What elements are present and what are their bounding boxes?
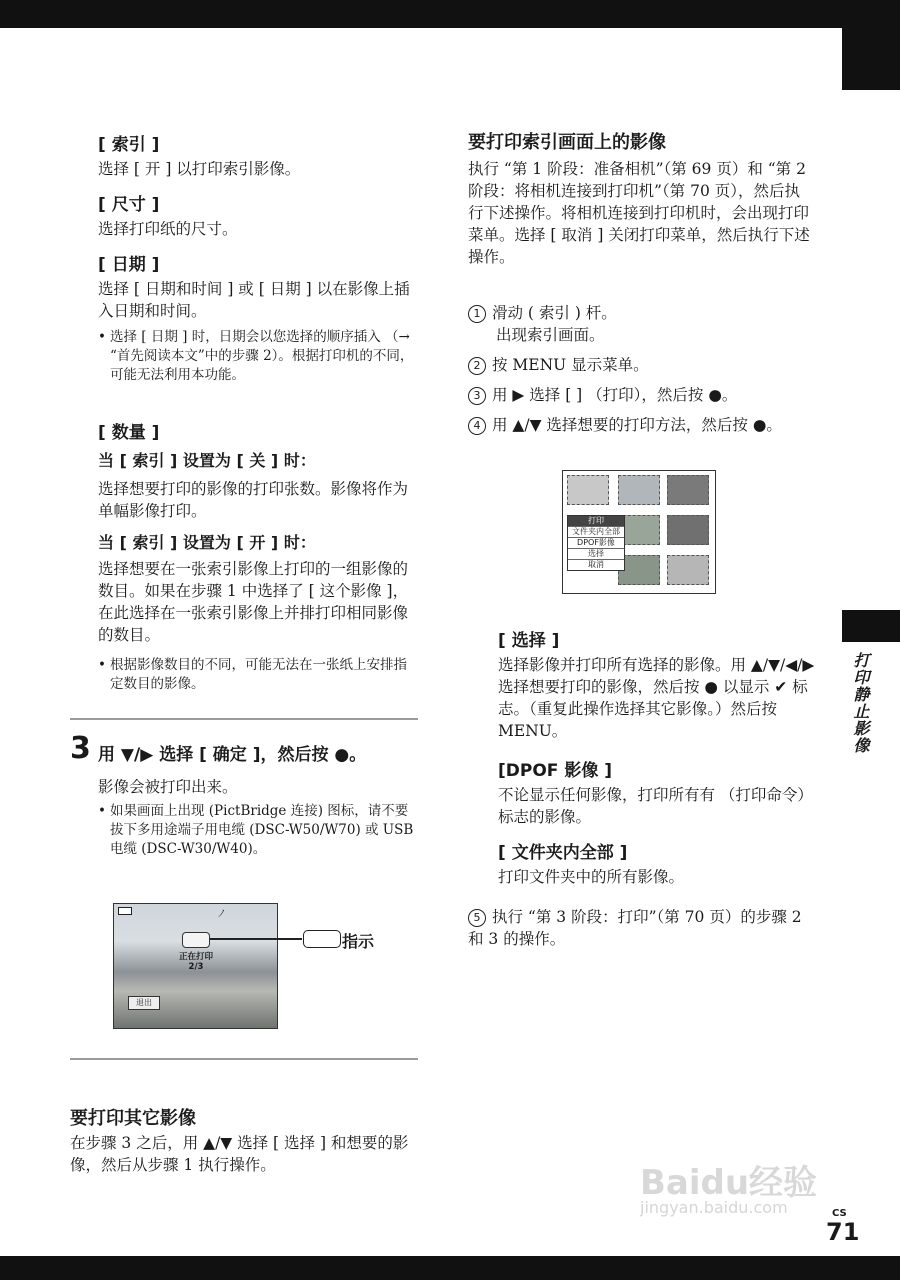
thumbnail	[667, 555, 709, 585]
step-5-number: 5	[468, 909, 486, 927]
screen-count-text: 2/3	[188, 962, 204, 972]
menu-item-dpof[interactable]: DPOF影像	[568, 537, 624, 548]
step-4-text: 用 ▲/▼ 选择想要的打印方法，然后按 ●。	[492, 416, 782, 434]
side-chapter-label: 打印静止影像	[851, 652, 870, 754]
index-text: 选择 [ 开 ] 以打印索引影像。	[98, 160, 301, 178]
step-1-sub: 出现索引画面。	[496, 326, 605, 344]
thumbnail	[667, 475, 709, 505]
step-1-text: 滑动 ( 索引 ) 杆。	[492, 304, 617, 322]
page-number: 71	[826, 1218, 860, 1246]
step-1	[468, 302, 813, 346]
step-3-note	[98, 802, 420, 859]
index-menu-illustration	[562, 470, 716, 594]
divider	[70, 718, 418, 720]
battery-icon	[118, 907, 132, 915]
stabilizer-icon: ﾉ	[218, 909, 223, 920]
step-3-right-number: 3	[468, 387, 486, 405]
step-3-title: 用 ▼/▶ 选择 [ 确定 ]，然后按 ●。	[98, 745, 367, 765]
bullet: •	[98, 657, 106, 673]
quantity-on-text: 选择想要在一张索引影像上打印的一组影像的数目。如果在步骤 1 中选择了 [ 这个影像 ]，在此选择在一张索引影像上并排打印相同影像的数目。	[98, 560, 409, 644]
step-3-text: 影像会被打印出来。	[98, 778, 238, 796]
pictbridge-icon	[182, 932, 210, 948]
screen-status-text: 正在打印	[178, 952, 213, 962]
step-3-right-text: 用 ▶ 选择 [ ] （打印），然后按 ●。	[492, 386, 738, 404]
date-note-text: 选择 [ 日期 ] 时，日期会以您选择的顺序插入 （→ “首先阅读本文”中的步骤 2）。根据打印机的不同，可能无法利用本功能。	[110, 329, 414, 383]
top-black-bar	[0, 0, 900, 28]
watermark-logo: Baidu经验	[640, 1163, 818, 1203]
folder-text: 打印文件夹中的所有影像。	[498, 868, 685, 886]
step-2-text: 按 MENU 显示菜单。	[492, 356, 649, 374]
bottom-black-bar	[0, 1256, 900, 1280]
camera-screen-illustration	[113, 903, 278, 1029]
folder-heading: [ 文件夹内全部 ]	[498, 843, 628, 863]
print-menu-title: 打印	[568, 516, 624, 526]
index-print-heading: 要打印索引画面上的影像	[468, 132, 666, 153]
thumbnail	[618, 475, 660, 505]
screen-exit-button: 退出	[128, 996, 160, 1010]
indicator-label: 指示	[342, 932, 375, 951]
step-3-note-text: 如果画面上出现 (PictBridge 连接) 图标，请不要拔下多用途端子用电缆 (DSC-W50/W70) 或 USB 电缆 (DSC-W30/W40)。	[110, 803, 414, 857]
quantity-on-heading: 当 [ 索引 ] 设置为 [ 开 ] 时：	[98, 533, 316, 552]
pictbridge-indicator-icon	[303, 930, 341, 948]
menu-item-cancel[interactable]: 取消	[568, 559, 624, 570]
watermark-url: jingyan.baidu.com	[640, 1198, 788, 1217]
other-images-text: 在步骤 3 之后，用 ▲/▼ 选择 [ 选择 ] 和想要的影像，然后从步骤 1 执行操作。	[70, 1134, 409, 1174]
quantity-note-text: 根据影像数目的不同，可能无法在一张纸上安排指定数目的影像。	[110, 657, 407, 692]
step-3-number: 3	[70, 731, 91, 766]
step-4-number: 4	[468, 417, 486, 435]
step-2-number: 2	[468, 357, 486, 375]
select-heading: [ 选择 ]	[498, 631, 560, 651]
step-2	[468, 354, 813, 376]
quantity-note	[98, 656, 420, 694]
divider	[70, 1058, 418, 1060]
select-text: 选择影像并打印所有选择的影像。用 ▲/▼/◀/▶ 选择想要打印的影像，然后按 ● 以显示 ✔ 标志。（重复此操作选择其它影像。）然后按 MENU。	[498, 656, 815, 740]
step-4	[468, 414, 813, 436]
size-heading: [ 尺寸 ]	[98, 195, 160, 215]
language-code: CS	[832, 1208, 847, 1219]
quantity-off-text: 选择想要打印的影像的打印张数。影像将作为单幅影像打印。	[98, 480, 409, 520]
step-5-text: 执行 “第 3 阶段：打印”（第 70 页）的步骤 2 和 3 的操作。	[468, 908, 802, 948]
step-5	[468, 906, 818, 950]
thumbnail	[567, 475, 609, 505]
menu-item-select[interactable]: 选择	[568, 548, 624, 559]
top-chapter-tab	[842, 28, 900, 90]
thumbnail	[667, 515, 709, 545]
quantity-heading: [ 数量 ]	[98, 423, 160, 443]
side-chapter-tab	[842, 610, 900, 642]
index-heading: [ 索引 ]	[98, 135, 160, 155]
bullet: •	[98, 803, 106, 819]
date-text: 选择 [ 日期和时间 ] 或 [ 日期 ] 以在影像上插入日期和时间。	[98, 280, 410, 320]
date-note	[98, 328, 420, 385]
bullet: •	[98, 329, 106, 345]
other-images-heading: 要打印其它影像	[70, 1108, 196, 1129]
print-menu	[567, 515, 625, 571]
dpof-heading: [DPOF 影像 ]	[498, 761, 613, 781]
indicator-leader-line	[210, 938, 302, 940]
menu-item-folder[interactable]: 文件夹内全部	[568, 526, 624, 537]
index-print-intro: 执行 “第 1 阶段：准备相机”（第 69 页）和 “第 2 阶段：将相机连接到打印机”（第 70 页），然后执行下述操作。将相机连接到打印机时，会出现打印菜单。选择 [ 取消 ] 关闭打印菜单，然后执行下述操作。	[468, 160, 810, 266]
date-heading: [ 日期 ]	[98, 255, 160, 275]
step-3-right	[468, 384, 813, 406]
step-1-number: 1	[468, 305, 486, 323]
size-text: 选择打印纸的尺寸。	[98, 220, 238, 238]
quantity-off-heading: 当 [ 索引 ] 设置为 [ 关 ] 时：	[98, 451, 316, 470]
dpof-text: 不论显示任何影像，打印所有有 （打印命令）标志的影像。	[498, 786, 813, 826]
